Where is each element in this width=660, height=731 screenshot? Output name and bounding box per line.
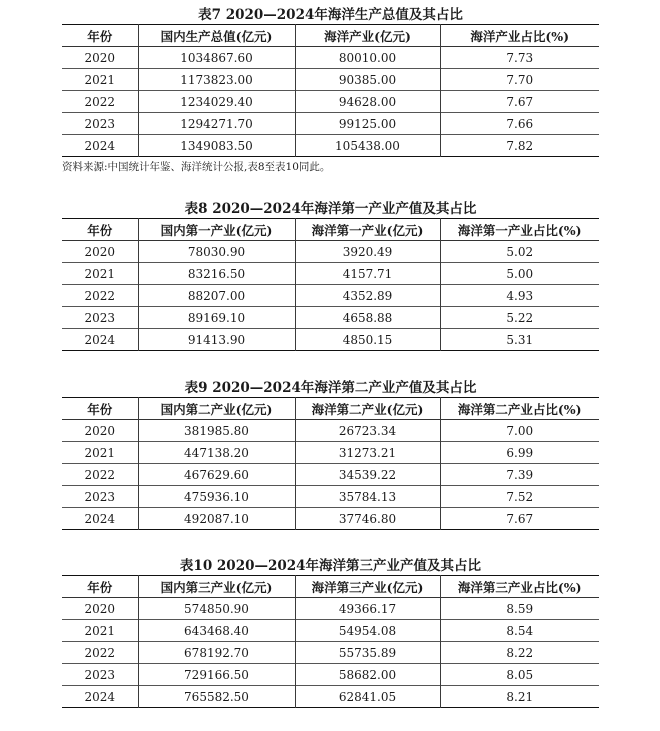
- table-row: [62, 598, 599, 620]
- table-row: [62, 47, 599, 69]
- cell-national: 678192.70: [138, 642, 295, 664]
- cell-national: 83216.50: [138, 263, 295, 285]
- table-row: [62, 508, 599, 530]
- cell-national: 1294271.70: [138, 113, 295, 135]
- column-header-national: 国内生产总值(亿元): [138, 25, 295, 47]
- column-header-share: 海洋第一产业占比(%): [440, 219, 599, 241]
- cell-national: 1034867.60: [138, 47, 295, 69]
- table-header-row: [62, 25, 599, 47]
- cell-year: 2021: [84, 72, 116, 87]
- column-header-year: 年份: [87, 401, 113, 417]
- cell-share: 7.67: [440, 508, 599, 530]
- cell-marine: 55735.89: [295, 642, 440, 664]
- cell-share: 7.67: [440, 91, 599, 113]
- cell-year: 2024: [84, 689, 116, 704]
- table-row: [62, 307, 599, 329]
- column-header-national: 国内第三产业(亿元): [138, 576, 295, 598]
- cell-year: 2021: [84, 266, 116, 281]
- column-header-share: 海洋第二产业占比(%): [440, 398, 599, 420]
- cell-marine: 37746.80: [295, 508, 440, 530]
- table-7-title: 表7 2020—2024年海洋生产总值及其占比: [198, 7, 463, 23]
- cell-share: 5.02: [440, 241, 599, 263]
- table-row: [62, 91, 599, 113]
- column-header-year: 年份: [87, 28, 113, 44]
- table-row: [62, 241, 599, 263]
- cell-year: 2020: [84, 423, 116, 438]
- cell-national: 89169.10: [138, 307, 295, 329]
- cell-share: 8.21: [440, 686, 599, 708]
- cell-year: 2024: [84, 138, 116, 153]
- cell-year: 2023: [84, 116, 116, 131]
- cell-share: 7.66: [440, 113, 599, 135]
- table-row: [62, 420, 599, 442]
- cell-year: 2023: [84, 489, 116, 504]
- table-row: [62, 329, 599, 351]
- cell-share: 5.31: [440, 329, 599, 351]
- table-7-block: [62, 6, 599, 174]
- table-row: [62, 263, 599, 285]
- table-10-block: [62, 557, 599, 708]
- cell-year: 2024: [84, 511, 116, 526]
- cell-marine: 3920.49: [295, 241, 440, 263]
- table-header-row: [62, 398, 599, 420]
- cell-year: 2022: [84, 645, 116, 660]
- cell-national: 1173823.00: [138, 69, 295, 91]
- cell-marine: 54954.08: [295, 620, 440, 642]
- cell-national: 492087.10: [138, 508, 295, 530]
- cell-national: 467629.60: [138, 464, 295, 486]
- cell-share: 8.59: [440, 598, 599, 620]
- table-row: [62, 664, 599, 686]
- cell-share: 7.82: [440, 135, 599, 157]
- cell-share: 7.00: [440, 420, 599, 442]
- table-8-block: [62, 200, 599, 351]
- cell-national: 1349083.50: [138, 135, 295, 157]
- cell-marine: 99125.00: [295, 113, 440, 135]
- cell-marine: 4352.89: [295, 285, 440, 307]
- table-row: [62, 69, 599, 91]
- cell-national: 447138.20: [138, 442, 295, 464]
- cell-marine: 4658.88: [295, 307, 440, 329]
- column-header-year: 年份: [87, 222, 113, 238]
- cell-marine: 49366.17: [295, 598, 440, 620]
- table-9: [62, 397, 599, 530]
- table-row: [62, 686, 599, 708]
- cell-year: 2022: [84, 288, 116, 303]
- table-row: [62, 620, 599, 642]
- table-7: [62, 24, 599, 157]
- cell-national: 91413.90: [138, 329, 295, 351]
- cell-marine: 105438.00: [295, 135, 440, 157]
- cell-national: 765582.50: [138, 686, 295, 708]
- table-9-block: [62, 379, 599, 530]
- cell-year: 2022: [84, 467, 116, 482]
- column-header-year: 年份: [87, 579, 113, 595]
- cell-share: 7.39: [440, 464, 599, 486]
- cell-share: 5.00: [440, 263, 599, 285]
- cell-marine: 94628.00: [295, 91, 440, 113]
- table-row: [62, 642, 599, 664]
- cell-share: 8.54: [440, 620, 599, 642]
- column-header-marine: 海洋第一产业(亿元): [295, 219, 440, 241]
- cell-year: 2020: [84, 50, 116, 65]
- cell-share: 7.73: [440, 47, 599, 69]
- table-row: [62, 442, 599, 464]
- column-header-marine: 海洋第三产业(亿元): [295, 576, 440, 598]
- table-row: [62, 285, 599, 307]
- cell-national: 1234029.40: [138, 91, 295, 113]
- table-8-title: 表8 2020—2024年海洋第一产业产值及其占比: [184, 201, 477, 217]
- table-row: [62, 135, 599, 157]
- cell-share: 4.93: [440, 285, 599, 307]
- cell-year: 2023: [84, 667, 116, 682]
- cell-marine: 31273.21: [295, 442, 440, 464]
- table-row: [62, 113, 599, 135]
- table-header-row: [62, 576, 599, 598]
- cell-marine: 80010.00: [295, 47, 440, 69]
- cell-marine: 62841.05: [295, 686, 440, 708]
- table-10: [62, 575, 599, 708]
- table-10-title: 表10 2020—2024年海洋第三产业产值及其占比: [179, 558, 482, 574]
- cell-year: 2021: [84, 445, 116, 460]
- cell-national: 381985.80: [138, 420, 295, 442]
- cell-national: 475936.10: [138, 486, 295, 508]
- cell-marine: 4157.71: [295, 263, 440, 285]
- cell-share: 5.22: [440, 307, 599, 329]
- cell-marine: 26723.34: [295, 420, 440, 442]
- column-header-share: 海洋第三产业占比(%): [440, 576, 599, 598]
- cell-marine: 58682.00: [295, 664, 440, 686]
- column-header-marine: 海洋产业(亿元): [295, 25, 440, 47]
- table-row: [62, 486, 599, 508]
- cell-year: 2020: [84, 601, 116, 616]
- cell-share: 8.22: [440, 642, 599, 664]
- cell-year: 2022: [84, 94, 116, 109]
- table-9-title: 表9 2020—2024年海洋第二产业产值及其占比: [184, 380, 477, 396]
- cell-national: 643468.40: [138, 620, 295, 642]
- column-header-marine: 海洋第二产业(亿元): [295, 398, 440, 420]
- column-header-national: 国内第二产业(亿元): [138, 398, 295, 420]
- cell-share: 6.99: [440, 442, 599, 464]
- cell-marine: 35784.13: [295, 486, 440, 508]
- cell-year: 2020: [84, 244, 116, 259]
- cell-national: 574850.90: [138, 598, 295, 620]
- cell-share: 8.05: [440, 664, 599, 686]
- cell-national: 88207.00: [138, 285, 295, 307]
- cell-year: 2023: [84, 310, 116, 325]
- cell-marine: 34539.22: [295, 464, 440, 486]
- cell-national: 729166.50: [138, 664, 295, 686]
- cell-marine: 90385.00: [295, 69, 440, 91]
- cell-year: 2024: [84, 332, 116, 347]
- cell-year: 2021: [84, 623, 116, 638]
- table-header-row: [62, 219, 599, 241]
- cell-share: 7.52: [440, 486, 599, 508]
- table-8: [62, 218, 599, 351]
- source-note: 资料来源:中国统计年鉴、海洋统计公报,表8至表10同此。: [62, 161, 331, 173]
- cell-national: 78030.90: [138, 241, 295, 263]
- cell-share: 7.70: [440, 69, 599, 91]
- column-header-national: 国内第一产业(亿元): [138, 219, 295, 241]
- table-row: [62, 464, 599, 486]
- column-header-share: 海洋产业占比(%): [440, 25, 599, 47]
- cell-marine: 4850.15: [295, 329, 440, 351]
